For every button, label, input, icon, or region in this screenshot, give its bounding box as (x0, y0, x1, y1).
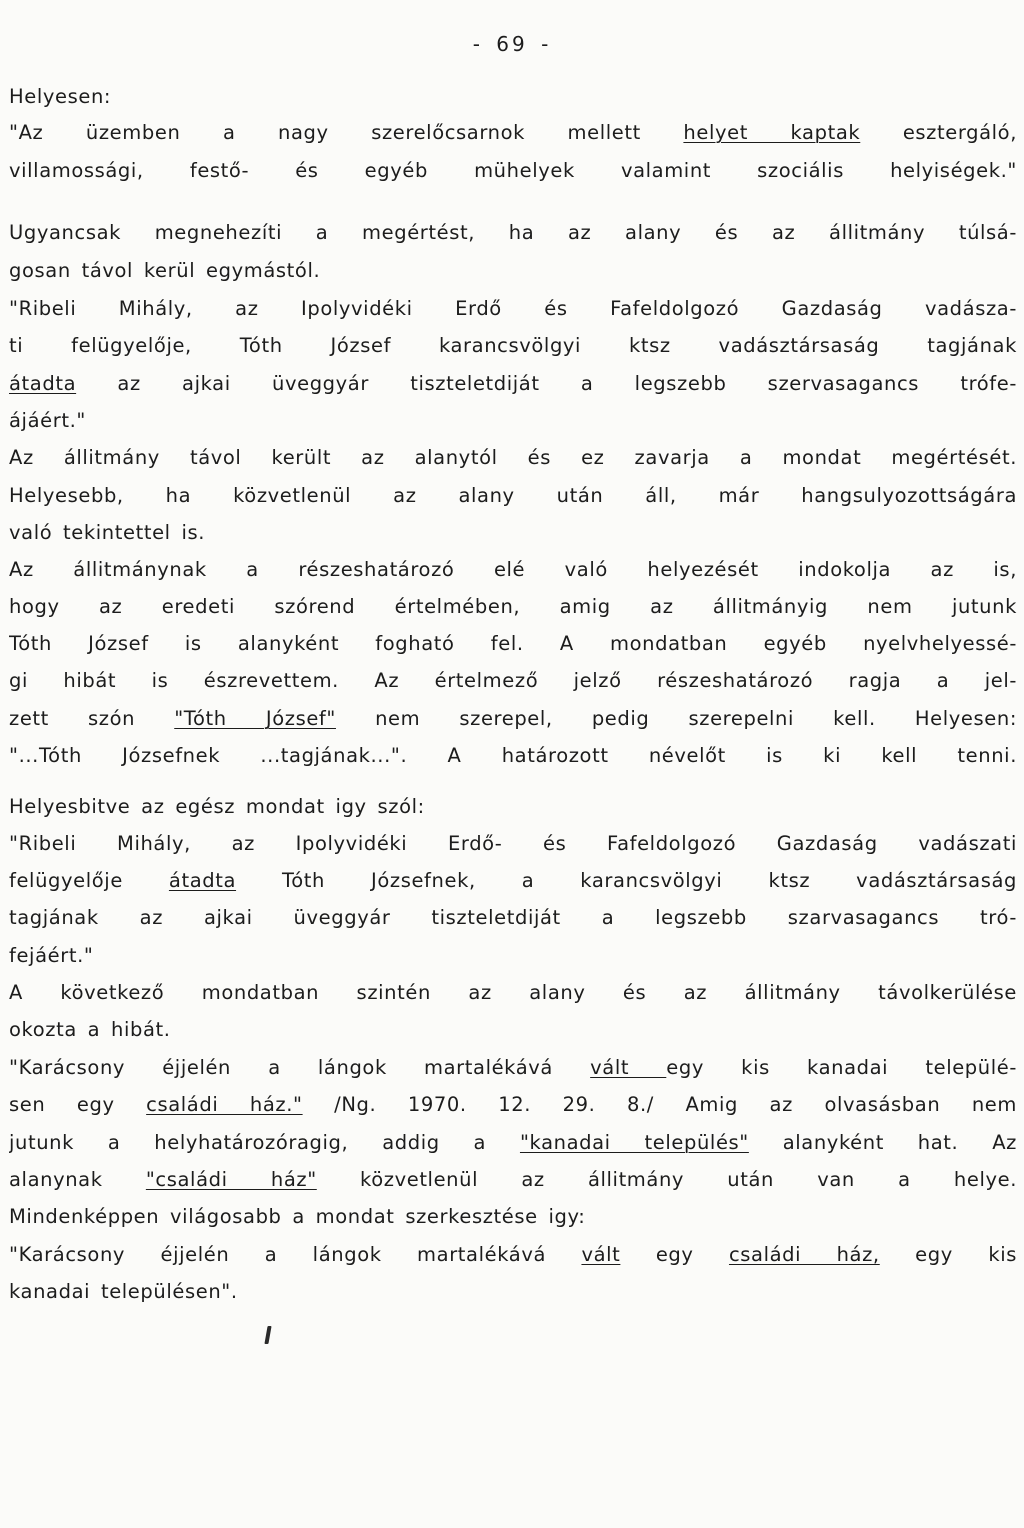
text-line (9, 443, 1017, 473)
text-segment: "Ribeli Mihály, az Ipolyvidéki Erdő és Fafeldolgozó Gazdaság vadásza- (9, 297, 1017, 320)
text-line (9, 331, 1017, 361)
ink-mark (264, 1326, 271, 1344)
text-line (9, 741, 1017, 771)
text-segment: /Ng. 1970. 12. 29. 8./ Amig az olvasásban nem (302, 1093, 1017, 1116)
text-segment: Ugyancsak megnehezíti a megértést, ha az alany és az állitmány túlsá- (9, 221, 1017, 244)
text-line (9, 1053, 1017, 1083)
text-segment: az ajkai üveggyár tiszteletdiját a legszebb szervasagancs trófe- (76, 372, 1017, 395)
underlined-text: helyet kaptak (683, 121, 861, 144)
text-line (9, 555, 1017, 585)
text-segment: egy (620, 1243, 729, 1266)
underlined-text: vált (581, 1243, 621, 1266)
text-line (9, 1015, 1017, 1045)
text-segment: hogy az eredeti szórend értelmében, amig az állitmányig nem jutunk (9, 595, 1017, 618)
text-segment: jutunk a helyhatározóragig, addig a (9, 1131, 520, 1154)
underlined-text: "családi ház" (145, 1168, 317, 1191)
text-line (9, 592, 1017, 622)
underlined-text: átadta (168, 869, 237, 892)
text-line (9, 518, 1017, 548)
text-segment: egy kis (879, 1243, 1017, 1266)
underlined-text: átadta (9, 372, 77, 395)
text-segment: "...Tóth Józsefnek ...tagjának...". A határozott névelőt is ki kell tenni. (9, 744, 1017, 767)
text-line (9, 82, 1017, 112)
page-number: - 69 - (472, 32, 552, 56)
text-segment: villamossági, festő- és egyéb mühelyek valamint szociális helyiségek." (9, 159, 1017, 182)
text-segment: Mindenképpen világosabb a mondat szerkesztése igy: (9, 1205, 586, 1228)
text-line (9, 156, 1017, 186)
text-segment: "Karácsony éjjelén a lángok martalékává (9, 1243, 582, 1266)
text-line (9, 406, 1017, 436)
text-line (9, 978, 1017, 1008)
text-line (9, 218, 1017, 248)
text-segment: alanyként hat. Az (748, 1131, 1017, 1154)
text-line (9, 829, 1017, 859)
text-line (9, 866, 1017, 896)
underlined-text: "kanadai település" (519, 1131, 749, 1154)
text-segment: A következő mondatban szintén az alany és az állitmány távolkerülése (9, 981, 1017, 1004)
text-segment: gi hibát is észrevettem. Az értelmező jelző részeshatározó ragja a jel- (9, 669, 1017, 692)
text-segment: felügyelője (9, 869, 169, 892)
text-segment: Tóth József is alanyként fogható fel. A mondatban egyéb nyelvhelyessé- (9, 632, 1017, 655)
text-segment: tagjának az ajkai üveggyár tiszteletdiját a legszebb szarvasagancs tró- (9, 906, 1017, 929)
text-segment: ájáért." (9, 409, 86, 432)
text-segment: ti felügyelője, Tóth József karancsvölgyi ktsz vadásztársaság tagjának (9, 334, 1017, 357)
underlined-text: családi ház, (728, 1243, 880, 1266)
text-segment: egy kis kanadai települé- (666, 1056, 1017, 1079)
underlined-text: családi ház." (146, 1093, 303, 1116)
text-line (9, 1277, 1017, 1307)
text-segment: "Ribeli Mihály, az Ipolyvidéki Erdő- és Fafeldolgozó Gazdaság vadászati (9, 832, 1017, 855)
text-segment: Helyesebb, ha közvetlenül az alany után áll, már hangsulyozottságára (9, 484, 1017, 507)
text-segment: kanadai településen". (9, 1280, 238, 1303)
text-line (9, 666, 1017, 696)
text-segment: Tóth Józsefnek, a karancsvölgyi ktsz vadásztársaság (236, 869, 1017, 892)
text-line (9, 1090, 1017, 1120)
text-line (9, 294, 1017, 324)
text-line (9, 704, 1017, 734)
text-line (9, 629, 1017, 659)
text-line (9, 1202, 1017, 1232)
text-segment: "Az üzemben a nagy szerelőcsarnok mellett (9, 121, 684, 144)
text-line (9, 1240, 1017, 1270)
text-segment: Az állitmánynak a részeshatározó elé való helyezését indokolja az is, (9, 558, 1017, 581)
text-line (9, 941, 1017, 971)
text-segment: Helyesbitve az egész mondat igy szól: (9, 795, 425, 818)
underlined-text: "Tóth József" (174, 707, 336, 730)
text-line (9, 1128, 1017, 1158)
underlined-text: vált (590, 1056, 667, 1079)
text-segment: fejáért." (9, 944, 94, 967)
text-segment: Helyesen: (9, 85, 112, 108)
text-line (9, 903, 1017, 933)
text-line (9, 1165, 1017, 1195)
text-segment: való tekintettel is. (9, 521, 206, 544)
text-segment: zett szón (9, 707, 175, 730)
text-segment: alanynak (9, 1168, 146, 1191)
text-line (9, 118, 1017, 148)
text-segment: "Karácsony éjjelén a lángok martalékává (9, 1056, 591, 1079)
text-segment: gosan távol kerül egymástól. (9, 259, 321, 282)
text-segment: okozta a hibát. (9, 1018, 171, 1041)
text-line (9, 369, 1017, 399)
text-segment: sen egy (9, 1093, 147, 1116)
text-line (9, 256, 1017, 286)
text-segment: Az állitmány távol került az alanytól és ez zavarja a mondat megértését. (9, 446, 1017, 469)
text-segment: közvetlenül az állitmány után van a helye. (316, 1168, 1017, 1191)
text-line (9, 792, 1017, 822)
text-segment: esztergáló, (860, 121, 1017, 144)
text-segment: nem szerepel, pedig szerepelni kell. Helyesen: (335, 707, 1017, 730)
text-line (9, 481, 1017, 511)
